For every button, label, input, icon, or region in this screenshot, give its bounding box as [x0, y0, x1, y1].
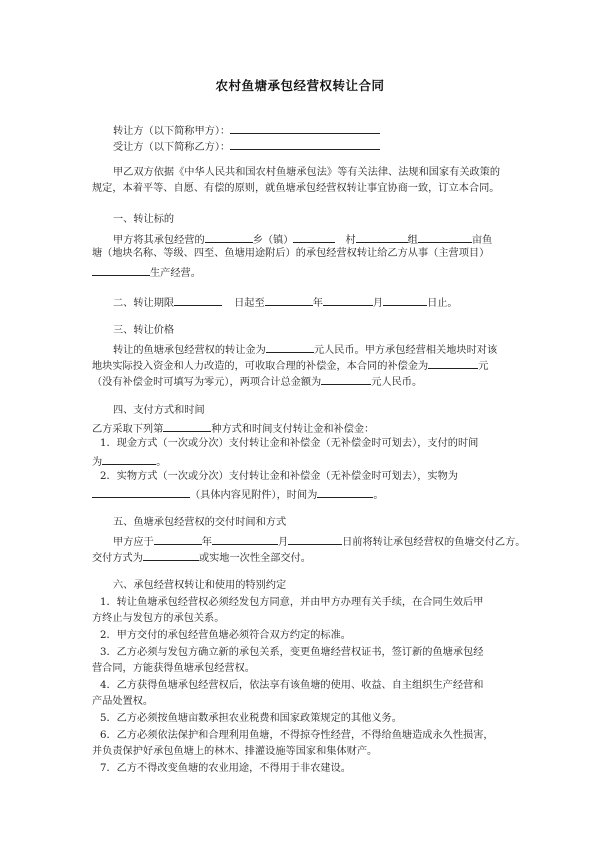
sec1-text-e: 亩鱼 [471, 235, 493, 246]
term-end-month-blank[interactable] [323, 294, 373, 306]
sec4-text-b: 种方式和时间支付转让金和补偿金： [211, 424, 375, 435]
sec2-text-e: 日止。 [427, 298, 458, 309]
sec1-text-d: 组 [407, 235, 418, 246]
sec4-text-d: 。 [156, 457, 167, 468]
sec4-text-f: 。 [373, 490, 384, 501]
pond-location-blank-3[interactable] [356, 231, 408, 243]
sec2-text-a: 二、转让期限 [113, 298, 175, 309]
sec5-text-a: 甲方应于 [113, 537, 154, 548]
sec3-text-b: 元人民币。甲方承包经营相关地块时对该 [313, 345, 498, 356]
sec6-item4-line2: 产品处置权。 [92, 696, 154, 707]
term-end-day-blank[interactable] [383, 294, 427, 306]
sec4-item2-line1: 2．实物方式（一次或分次）支付转让金和补偿金（无补偿金时可划去），实物为 [100, 471, 458, 482]
sec5-text-b: 年 [201, 537, 212, 548]
preamble-line2: 规定，本着平等、自愿、有偿的原则，就鱼塘承包经营权转让事宜协商一致，订立本合同。 [92, 183, 500, 194]
pond-area-blank[interactable] [418, 231, 472, 243]
sec3-line1 [113, 341, 497, 358]
sec4-line1 [92, 420, 374, 437]
sec5-text-e: 交付方式为 [92, 553, 143, 564]
sec4-item1-line1: 1．现金方式（一次或分次）支付转让金和补偿金（无补偿金时可划去），支付的时间 [100, 438, 479, 449]
sec1-line1 [113, 231, 492, 248]
sec6-item6-line1: 6．乙方必须依法保护和合理利用鱼塘，不得掠夺性经营，不得给鱼塘造成永久性损害， [100, 730, 494, 741]
sec4-heading: 四、支付方式和时间 [113, 405, 205, 416]
transferor-blank[interactable] [230, 122, 380, 134]
sec1-text-c: 村 [345, 235, 356, 246]
sec6-item7-line1: 7．乙方不得改变鱼塘的农业用途，不得用于非农建设。 [100, 763, 351, 774]
main-project-blank[interactable] [92, 264, 150, 276]
total-amount-blank[interactable] [321, 373, 371, 385]
sec3-text-d: 元 [478, 361, 489, 372]
in-kind-time-blank[interactable] [317, 486, 373, 498]
in-kind-item-blank[interactable] [92, 486, 190, 498]
sec6-item6-line2: 并负责保护好承包鱼塘上的林木、排灌设施等国家和集体财产。 [92, 746, 378, 757]
sec1-text-b: 乡（镇） [252, 235, 294, 246]
term-start-blank[interactable] [174, 294, 222, 306]
sec3-line3 [92, 373, 422, 390]
sec3-heading: 三、转让价格 [113, 325, 175, 336]
contract-title: 农村鱼塘承包经营权转让合同 [215, 78, 385, 93]
sec6-item1-line2: 方终止与发包方的承包关系。 [92, 613, 225, 624]
sec2-line [113, 294, 458, 311]
transferor-line [113, 122, 380, 139]
sec3-text-a: 转让的鱼塘承包经营权的转让金为 [113, 345, 266, 356]
transferee-blank[interactable] [230, 138, 380, 150]
sec3-text-f: 元人民币。 [371, 377, 423, 388]
term-end-year-blank[interactable] [265, 294, 313, 306]
sec2-text-d: 月 [372, 298, 384, 309]
sec6-item3-line2: 营合同，方能获得鱼塘承包经营权。 [92, 663, 255, 674]
sec5-line1 [113, 533, 526, 550]
sec3-line2 [92, 357, 488, 374]
payment-method-blank[interactable] [163, 420, 211, 432]
sec4-text-a: 乙方采取下列第 [92, 424, 164, 435]
compensation-blank[interactable] [428, 357, 478, 369]
sec2-text-c: 年 [312, 298, 323, 309]
sec4-item1-line2 [92, 453, 166, 470]
sec6-item5-line1: 5．乙方必须按鱼塘亩数承担农业税费和国家政策规定的其他义务。 [100, 713, 402, 724]
sec4-text-c: 为 [92, 457, 103, 468]
sec5-text-f: 或实地一次性全部交付。 [198, 553, 311, 564]
sec4-item2-line2 [92, 486, 384, 503]
sec6-item3-line1: 3．乙方必须与发包方确立新的承包关系，变更鱼塘经营权证书，签订新的鱼塘承包经 [100, 647, 484, 658]
sec5-heading: 五、鱼塘承包经营权的交付时间和方式 [113, 517, 287, 528]
sec1-heading: 一、转让标的 [113, 214, 175, 225]
sec1-line2: 塘（地块名称、等级、四至、鱼塘用途附后）的承包经营权转让给乙方从事（主营项目） [92, 248, 490, 259]
sec6-item4-line1: 4．乙方获得鱼塘承包经营权后，依法享有该鱼塘的使用、收益、自主组织生产经营和 [100, 680, 484, 691]
sec6-item2-line1: 2．甲方交付的承包经营鱼塘必须符合双方约定的标准。 [100, 630, 351, 641]
sec1-text-f: 生产经营。 [150, 268, 201, 279]
transfer-fee-blank[interactable] [266, 341, 314, 353]
sec5-text-d: 日前将转让承包经营权的鱼塘交付乙方。 [342, 537, 526, 548]
handover-month-blank[interactable] [212, 533, 278, 545]
transferor-label: 转让方（以下简称甲方）： [113, 126, 231, 137]
sec3-text-e: （没有补偿金时可填写为零元），两项合计总金额为 [92, 377, 322, 388]
sec5-text-c: 月 [277, 537, 289, 548]
sec2-text-b: 日起至 [234, 298, 265, 309]
sec1-line3 [92, 264, 201, 281]
pond-location-blank-1[interactable] [205, 231, 253, 243]
sec6-heading: 六、承包经营权转让和使用的特别约定 [113, 580, 287, 591]
transferee-line [113, 138, 380, 155]
cash-payment-time-blank[interactable] [102, 453, 156, 465]
handover-day-blank[interactable] [288, 533, 342, 545]
transferee-label: 受让方（以下简称乙方）： [113, 142, 231, 153]
pond-location-blank-2[interactable] [293, 231, 335, 243]
sec1-text-a: 甲方将其承包经营的 [113, 235, 205, 246]
sec3-text-c: 地块实际投入资金和人力改造的，可收取合理的补偿金，本合同的补偿金为 [92, 361, 429, 372]
sec5-line2 [92, 549, 311, 566]
handover-method-blank[interactable] [143, 549, 199, 561]
sec4-text-e: （具体内容见附件），时间为 [190, 490, 318, 501]
sec6-item1-line1: 1．转让鱼塘承包经营权必须经发包方同意，并由甲方办理有关手续，在合同生效后甲 [100, 597, 484, 608]
preamble-line1: 甲乙双方依据《中华人民共和国农村鱼塘承包法》等有关法律、法规和国家有关政策的 [113, 167, 501, 178]
handover-year-blank[interactable] [154, 533, 202, 545]
